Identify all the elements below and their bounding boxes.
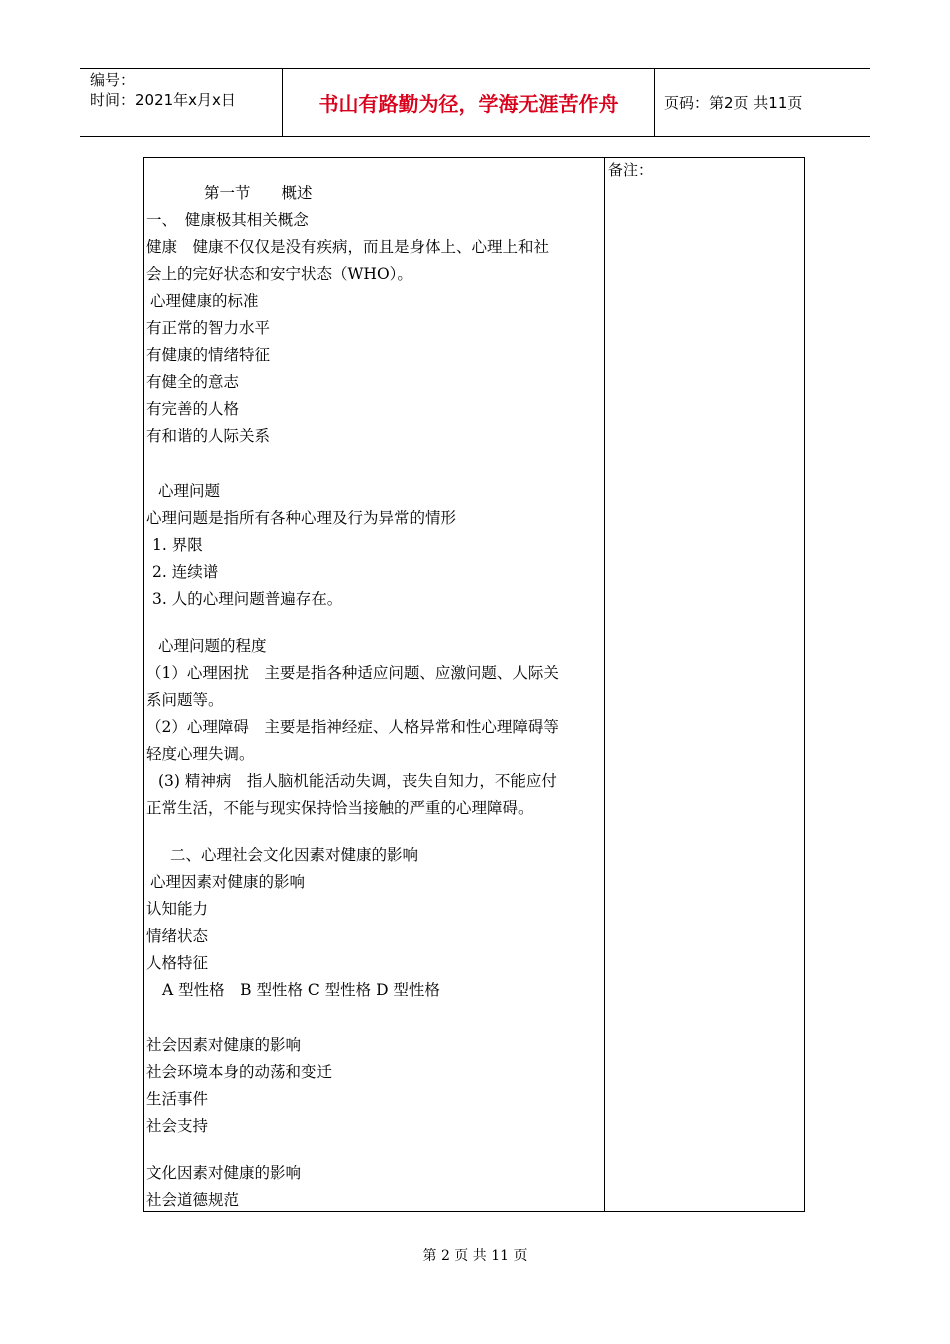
text-line: (3) 精神病 指人脑机能活动失调，丧失自知力，不能应付 — [158, 772, 557, 790]
text-line: 系问题等。 — [146, 691, 224, 709]
list-item: 社会道德规范 — [146, 1191, 240, 1209]
subheading: 社会因素对健康的影响 — [146, 1036, 302, 1054]
notes-column-divider — [604, 157, 605, 1212]
header-page-info: 页码：第2页 共11页 — [664, 94, 803, 112]
list-item: 情绪状态 — [146, 927, 209, 945]
list-item: 有完善的人格 — [146, 400, 240, 418]
list-item: 人格特征 — [146, 954, 209, 972]
date-label: 时间：2021年x月x日 — [90, 91, 236, 109]
list-item: 生活事件 — [146, 1090, 209, 1108]
list-item: 有和谐的人际关系 — [146, 427, 271, 445]
text-line: 正常生活，不能与现实保持恰当接触的严重的心理障碍。 — [146, 799, 534, 817]
list-item: 社会支持 — [146, 1117, 209, 1135]
text-line: 会上的完好状态和安宁状态（WHO）。 — [146, 265, 413, 283]
header-meta — [90, 70, 236, 110]
header-bottom-rule — [80, 136, 870, 137]
subheading: 心理健康的标准 — [150, 292, 259, 310]
section-title: 第一节 概述 — [204, 184, 313, 202]
header-motto: 书山有路勤为径，学海无涯苦作舟 — [318, 92, 619, 116]
list-item: 社会环境本身的动荡和变迁 — [146, 1063, 333, 1081]
page-footer: 第 2 页 共 11 页 — [422, 1248, 528, 1264]
list-item: 2. 连续谱 — [152, 563, 219, 581]
subheading: 心理因素对健康的影响 — [150, 873, 306, 891]
subheading: 心理问题的程度 — [158, 637, 267, 655]
heading-1: 一、 健康极其相关概念 — [146, 211, 309, 229]
heading-2: 二、心理社会文化因素对健康的影响 — [170, 846, 419, 864]
notes-label: 备注： — [608, 161, 654, 179]
list-item: 3. 人的心理问题普遍存在。 — [152, 590, 343, 608]
subheading: 心理问题 — [158, 482, 221, 500]
list-item: 有正常的智力水平 — [146, 319, 271, 337]
text-line: 轻度心理失调。 — [146, 745, 255, 763]
subheading: 文化因素对健康的影响 — [146, 1164, 302, 1182]
personality-types: A 型性格 B 型性格 C 型性格 D 型性格 — [162, 981, 440, 999]
list-item: 认知能力 — [146, 900, 209, 918]
header-divider-2 — [654, 68, 655, 136]
header-top-rule — [80, 68, 870, 69]
list-item: 1. 界限 — [152, 536, 203, 554]
text-line: 心理问题是指所有各种心理及行为异常的情形 — [146, 509, 457, 527]
list-item: 有健全的意志 — [146, 373, 240, 391]
text-line: 健康 健康不仅仅是没有疾病，而且是身体上、心理上和社 — [146, 238, 550, 256]
code-label: 编号： — [90, 71, 136, 89]
text-line: （1）心理困扰 主要是指各种适应问题、应激问题、人际关 — [146, 664, 559, 682]
text-line: （2）心理障碍 主要是指神经症、人格异常和性心理障碍等 — [146, 718, 559, 736]
list-item: 有健康的情绪特征 — [146, 346, 271, 364]
